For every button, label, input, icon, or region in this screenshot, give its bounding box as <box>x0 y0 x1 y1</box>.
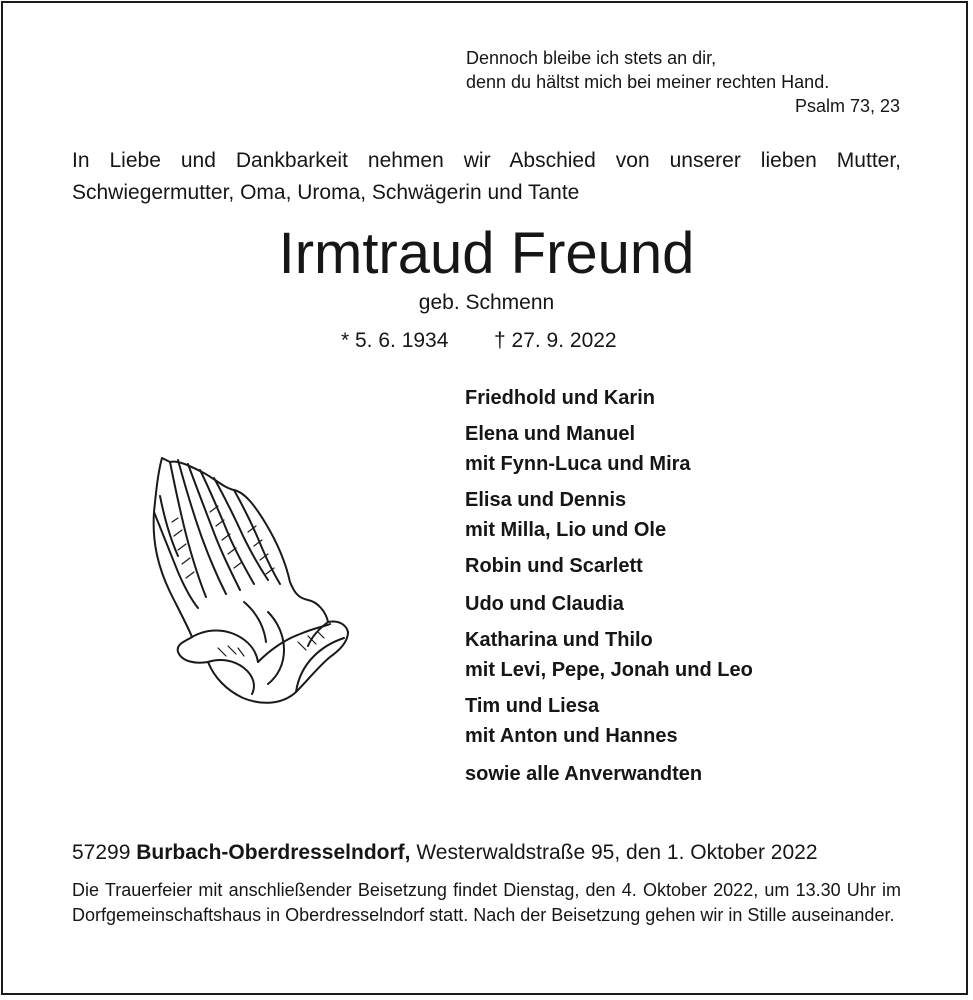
mourner-line: Tim und Liesa <box>465 695 600 717</box>
postcode: 57299 <box>72 841 131 864</box>
mourner-group <box>465 485 753 545</box>
mourner-group <box>465 589 753 619</box>
psalm-line-2: denn du hältst mich bei meiner rechten Hand. <box>466 72 830 92</box>
intro-text <box>72 145 901 209</box>
mourner-line: mit Fynn-Luca und Mira <box>465 453 691 475</box>
town: Burbach-Oberdresselndorf, <box>136 841 411 864</box>
mourner-line: Katharina und Thilo <box>465 629 653 651</box>
mourner-group <box>465 383 753 413</box>
mourner-group <box>465 759 753 789</box>
mourner-line: mit Anton und Hannes <box>465 725 678 747</box>
death-date: † 27. 9. 2022 <box>494 329 617 352</box>
mourner-group <box>465 551 753 581</box>
mourner-line: Udo und Claudia <box>465 593 624 615</box>
mourner-line: sowie alle Anverwandten <box>465 763 703 785</box>
mourner-line: Friedhold und Karin <box>465 387 655 409</box>
street-and-date: Westerwaldstraße 95, den 1. Oktober 2022 <box>416 841 818 864</box>
praying-hands-icon <box>148 452 353 709</box>
birth-name: geb. Schmenn <box>418 291 555 314</box>
deceased-name: Irmtraud Freund <box>278 221 695 286</box>
intro-line-1: In Liebe und Dankbarkeit nehmen wir Abschied von unserer lieben Mutter, <box>72 149 901 172</box>
psalm-line-1: Dennoch bleibe ich stets an dir, <box>466 48 717 68</box>
mourner-group <box>465 625 753 685</box>
mourner-line: Elisa und Dennis <box>465 489 627 511</box>
mourner-line: Robin und Scarlett <box>465 555 643 577</box>
mourners-list <box>465 383 753 795</box>
psalm-quote <box>466 46 900 118</box>
psalm-reference: Psalm 73, 23 <box>794 96 900 116</box>
mourner-line: mit Milla, Lio und Ole <box>465 519 667 541</box>
address-line <box>72 838 901 868</box>
funeral-service-info: Die Trauerfeier mit anschließender Beisetzung findet Dienstag, den 4. Oktober 2022, um 13.30 Uhr im Dorfgemeinschaftshaus in Oberdresselndorf statt. Nach der Beisetzung gehen wir in Stille auseinander. <box>72 880 901 925</box>
mourner-line: Elena und Manuel <box>465 423 636 445</box>
birth-date: * 5. 6. 1934 <box>341 329 449 352</box>
mourner-line: mit Levi, Pepe, Jonah und Leo <box>465 659 753 681</box>
intro-line-2: Schwiegermutter, Oma, Uroma, Schwägerin und Tante <box>72 181 580 204</box>
mourner-group <box>465 691 753 751</box>
mourner-group <box>465 419 753 479</box>
